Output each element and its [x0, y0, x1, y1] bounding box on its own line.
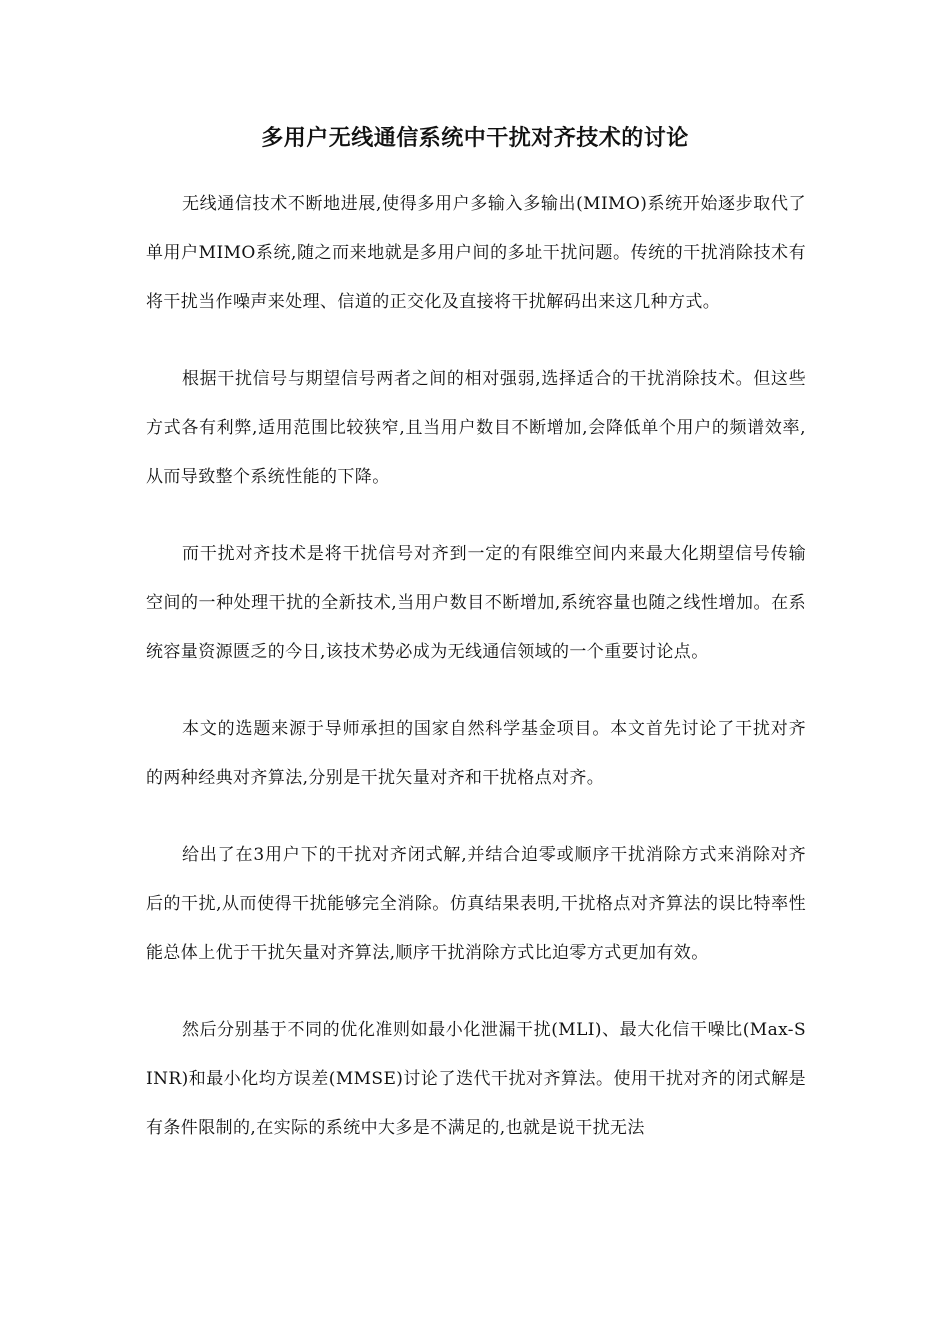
- paragraph-3: 而干扰对齐技术是将干扰信号对齐到一定的有限维空间内来最大化期望信号传输空间的一种处理干扰的全新技术,当用户数目不断增加,系统容量也随之线性增加。在系统容量资源匮乏的今日,该技术势必成为无线通信领域的一个重要讨论点。: [146, 544, 806, 662]
- document-body: [146, 180, 806, 1181]
- paragraph-6: 然后分别基于不同的优化准则如最小化泄漏干扰(MLI)、最大化信干噪比(Max-SINR)和最小化均方误差(MMSE)讨论了迭代干扰对齐算法。使用干扰对齐的闭式解是有条件限制的,在实际的系统中大多是不满足的,也就是说干扰无法: [146, 1020, 806, 1138]
- paragraph-4: 本文的选题来源于导师承担的国家自然科学基金项目。本文首先讨论了干扰对齐的两种经典对齐算法,分别是干扰矢量对齐和干扰格点对齐。: [146, 719, 806, 788]
- paragraph-1: 无线通信技术不断地进展,使得多用户多输入多输出(MIMO)系统开始逐步取代了单用户MIMO系统,随之而来地就是多用户间的多址干扰问题。传统的干扰消除技术有将干扰当作噪声来处理、信道的正交化及直接将干扰解码出来这几种方式。: [146, 194, 806, 312]
- paragraph-5: 给出了在3用户下的干扰对齐闭式解,并结合迫零或顺序干扰消除方式来消除对齐后的干扰,从而使得干扰能够完全消除。仿真结果表明,干扰格点对齐算法的误比特率性能总体上优于干扰矢量对齐算法,顺序干扰消除方式比迫零方式更加有效。: [146, 845, 806, 963]
- document-title: 多用户无线通信系统中干扰对齐技术的讨论: [261, 125, 689, 151]
- paragraph-2: 根据干扰信号与期望信号两者之间的相对强弱,选择适合的干扰消除技术。但这些方式各有利弊,适用范围比较狭窄,且当用户数目不断增加,会降低单个用户的频谱效率,从而导致整个系统性能的下降。: [146, 369, 806, 487]
